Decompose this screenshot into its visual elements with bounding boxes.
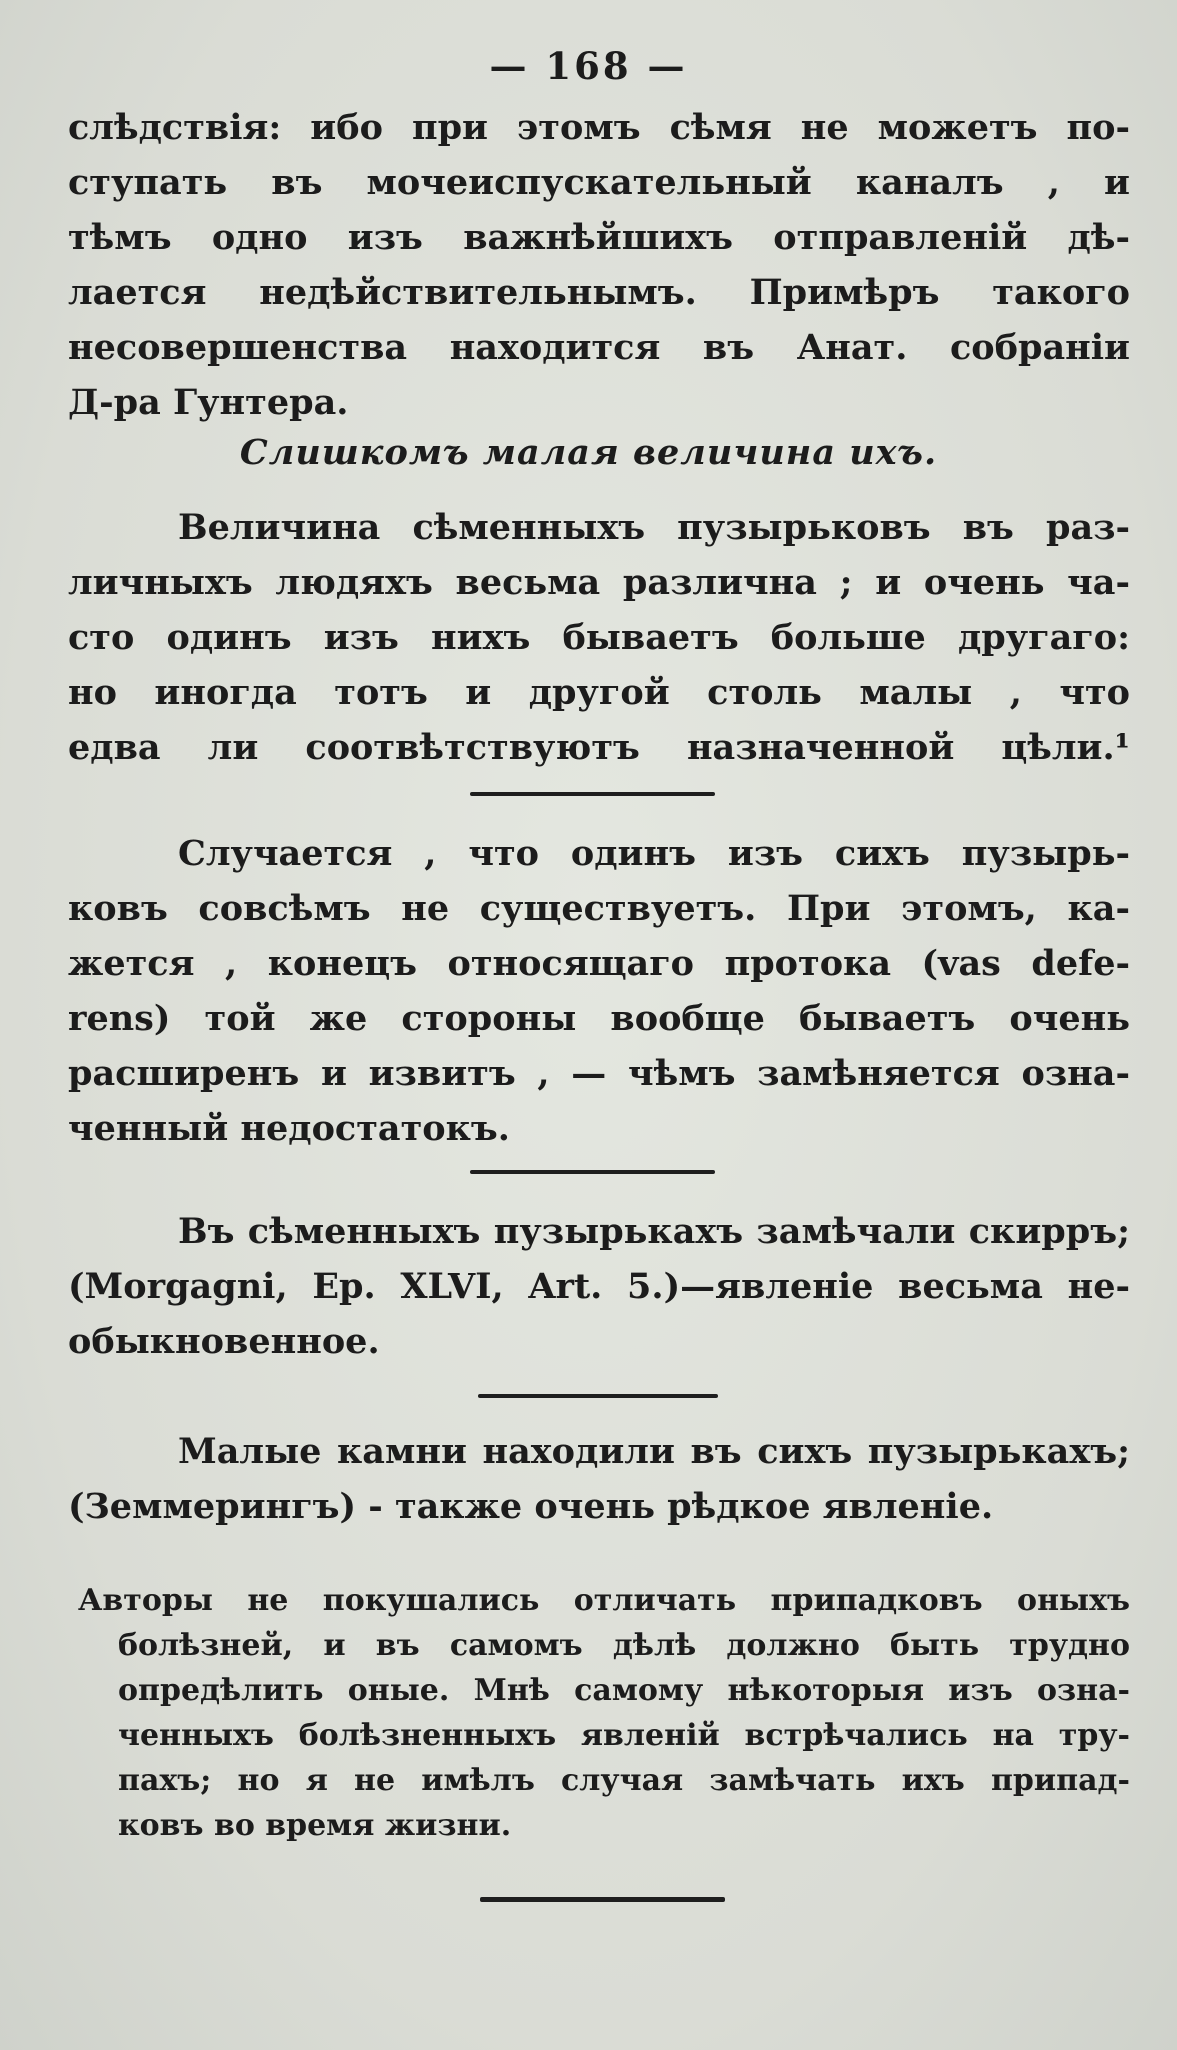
text-line: личныхъ людяхъ весьма различна ; и очень ча- (68, 562, 1130, 603)
footnote-line: ковъ во время жизни. (118, 1808, 512, 1843)
text-line: ступать въ мочеиспускательный каналъ , и (68, 162, 1130, 203)
section-heading: Слишкомъ малая величина ихъ. (239, 432, 938, 473)
paragraph-continuation (68, 100, 1130, 430)
footnote-line: Авторы не покушались отличать припадковъ оныхъ (78, 1583, 1130, 1618)
text-line: сто одинъ изъ нихъ бываетъ больше другаго: (68, 617, 1130, 658)
text-line: rens) той же стороны вообще бываетъ очень (68, 998, 1130, 1039)
paragraph-scirrhus (68, 1204, 1130, 1369)
text-line: едва ли соотвѣтствуютъ назначенной цѣли.¹ (68, 727, 1130, 768)
text-line: расширенъ и извитъ , — чѣмъ замѣняется озна- (68, 1053, 1130, 1094)
text-line: тѣмъ одно изъ важнѣйшихъ отправленій дѣ- (68, 217, 1130, 258)
text-line: Малые камни находили въ сихъ пузырькахъ; (178, 1431, 1130, 1472)
footnote-line: болѣзней, и въ самомъ дѣлѣ должно быть трудно (118, 1628, 1130, 1663)
text-line: (Земмерингъ) - также очень рѣдкое явленіе. (68, 1486, 994, 1527)
page-number: — 168 — (489, 44, 688, 88)
text-line: Величина сѣменныхъ пузырьковъ въ раз- (178, 507, 1130, 548)
text-line: Въ сѣменныхъ пузырькахъ замѣчали скирръ; (178, 1211, 1130, 1252)
footnote-line: опредѣлить оные. Мнѣ самому нѣкоторыя изъ озна- (118, 1673, 1130, 1708)
section-divider (470, 792, 715, 796)
footnote (78, 1578, 1130, 1848)
footnote-line: пахъ; но я не имѣлъ случая замѣчать ихъ припад- (118, 1763, 1130, 1798)
text-line: Случается , что одинъ изъ сихъ пузырь- (178, 833, 1130, 874)
text-line: обыкновенное. (68, 1321, 380, 1362)
text-line: но иногда тотъ и другой столь малы , что (68, 672, 1130, 713)
footnote-line: ченныхъ болѣзненныхъ явленій встрѣчались на тру- (118, 1718, 1130, 1753)
text-line: лается недѣйствительнымъ. Примѣръ такого (68, 272, 1130, 313)
text-line: (Morgagni, Ep. XLVI, Art. 5.)—явленіе весьма не- (68, 1266, 1130, 1307)
text-line: Д-ра Гунтера. (68, 382, 349, 423)
paragraph-size (68, 500, 1130, 775)
section-divider (470, 1170, 715, 1174)
text-line: несовершенства находится въ Анат. собраніи (68, 327, 1130, 368)
paragraph-stones (68, 1424, 1130, 1534)
paragraph-absence (68, 826, 1130, 1156)
text-line: слѣдствія: ибо при этомъ сѣмя не можетъ по- (68, 107, 1130, 148)
end-divider (480, 1897, 725, 1902)
text-line: жется , конецъ относящаго протока (vas defe- (68, 943, 1130, 984)
section-divider (478, 1394, 718, 1398)
text-line: ковъ совсѣмъ не существуетъ. При этомъ, ка- (68, 888, 1130, 929)
text-line: ченный недостатокъ. (68, 1108, 510, 1149)
